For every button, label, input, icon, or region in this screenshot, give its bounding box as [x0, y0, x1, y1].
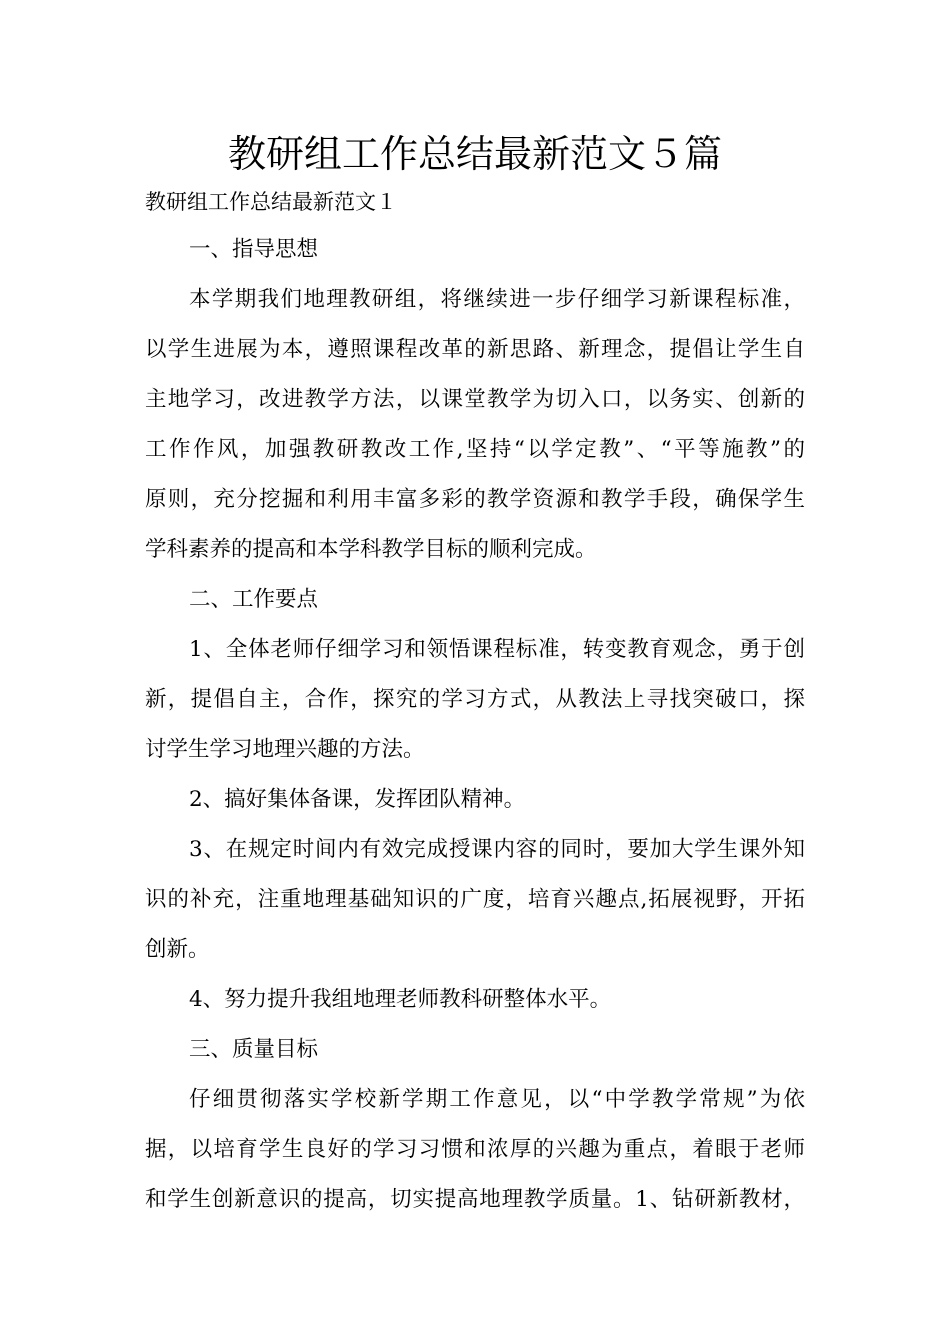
paragraph-line: 3、在规定时间内有效完成授课内容的同时，要加大学生课外知: [189, 837, 805, 862]
heading-text: 二、工作要点: [189, 587, 319, 612]
paragraph-line: 创新。: [145, 937, 210, 962]
paragraph-line: 本学期我们地理教研组，将继续进一步仔细学习新课程标准，: [189, 287, 805, 312]
section-heading-2: [145, 575, 805, 625]
paragraph-quality-goal: [145, 1075, 805, 1225]
paragraph-line: 4、努力提升我组地理老师教科研整体水平。: [189, 987, 612, 1012]
document-title: 教研组工作总结最新范文５篇: [227, 132, 722, 176]
paragraph-line: 原则，充分挖掘和利用丰富多彩的教学资源和教学手段，确保学生: [145, 487, 805, 512]
paragraph-point-3: [145, 825, 805, 975]
paragraph-line: 据，以培育学生良好的学习习惯和浓厚的兴趣为重点，着眼于老师: [145, 1137, 805, 1162]
paragraph-line: 讨学生学习地理兴趣的方法。: [145, 737, 425, 762]
paragraph-line: 工作作风，加强教研教改工作,坚持“以学定教”、“平等施教”的: [145, 437, 805, 462]
paragraph-point-4: [145, 975, 805, 1025]
document-subtitle: 教研组工作总结最新范文１: [145, 190, 397, 214]
paragraph-line: 1、全体老师仔细学习和领悟课程标准，转变教育观念，勇于创: [189, 637, 805, 662]
paragraph-line: 和学生创新意识的提高，切实提高地理教学质量。1、钻研新教材，: [145, 1187, 805, 1212]
paragraph-line: 新，提倡自主，合作，探究的学习方式，从教法上寻找突破口，探: [145, 687, 805, 712]
paragraph-point-1: [145, 625, 805, 775]
paragraph-line: 以学生进展为本，遵照课程改革的新思路、新理念，提倡让学生自: [145, 337, 805, 362]
paragraph-guiding-idea: [145, 275, 805, 575]
paragraph-point-2: [145, 775, 805, 825]
paragraph-line: 2、搞好集体备课，发挥团队精神。: [189, 787, 526, 812]
heading-text: 一、指导思想: [189, 237, 319, 262]
paragraph-line: 识的补充，注重地理基础知识的广度，培育兴趣点,拓展视野，开拓: [145, 887, 805, 912]
paragraph-line: 仔细贯彻落实学校新学期工作意见，以“中学教学常规”为依: [189, 1087, 805, 1112]
section-heading-1: [145, 225, 805, 275]
heading-text: 三、质量目标: [189, 1037, 319, 1062]
paragraph-line: 学科素养的提高和本学科教学目标的顺利完成。: [145, 537, 597, 562]
paragraph-line: 主地学习，改进教学方法，以课堂教学为切入口，以务实、创新的: [145, 387, 805, 412]
section-heading-3: [145, 1025, 805, 1075]
